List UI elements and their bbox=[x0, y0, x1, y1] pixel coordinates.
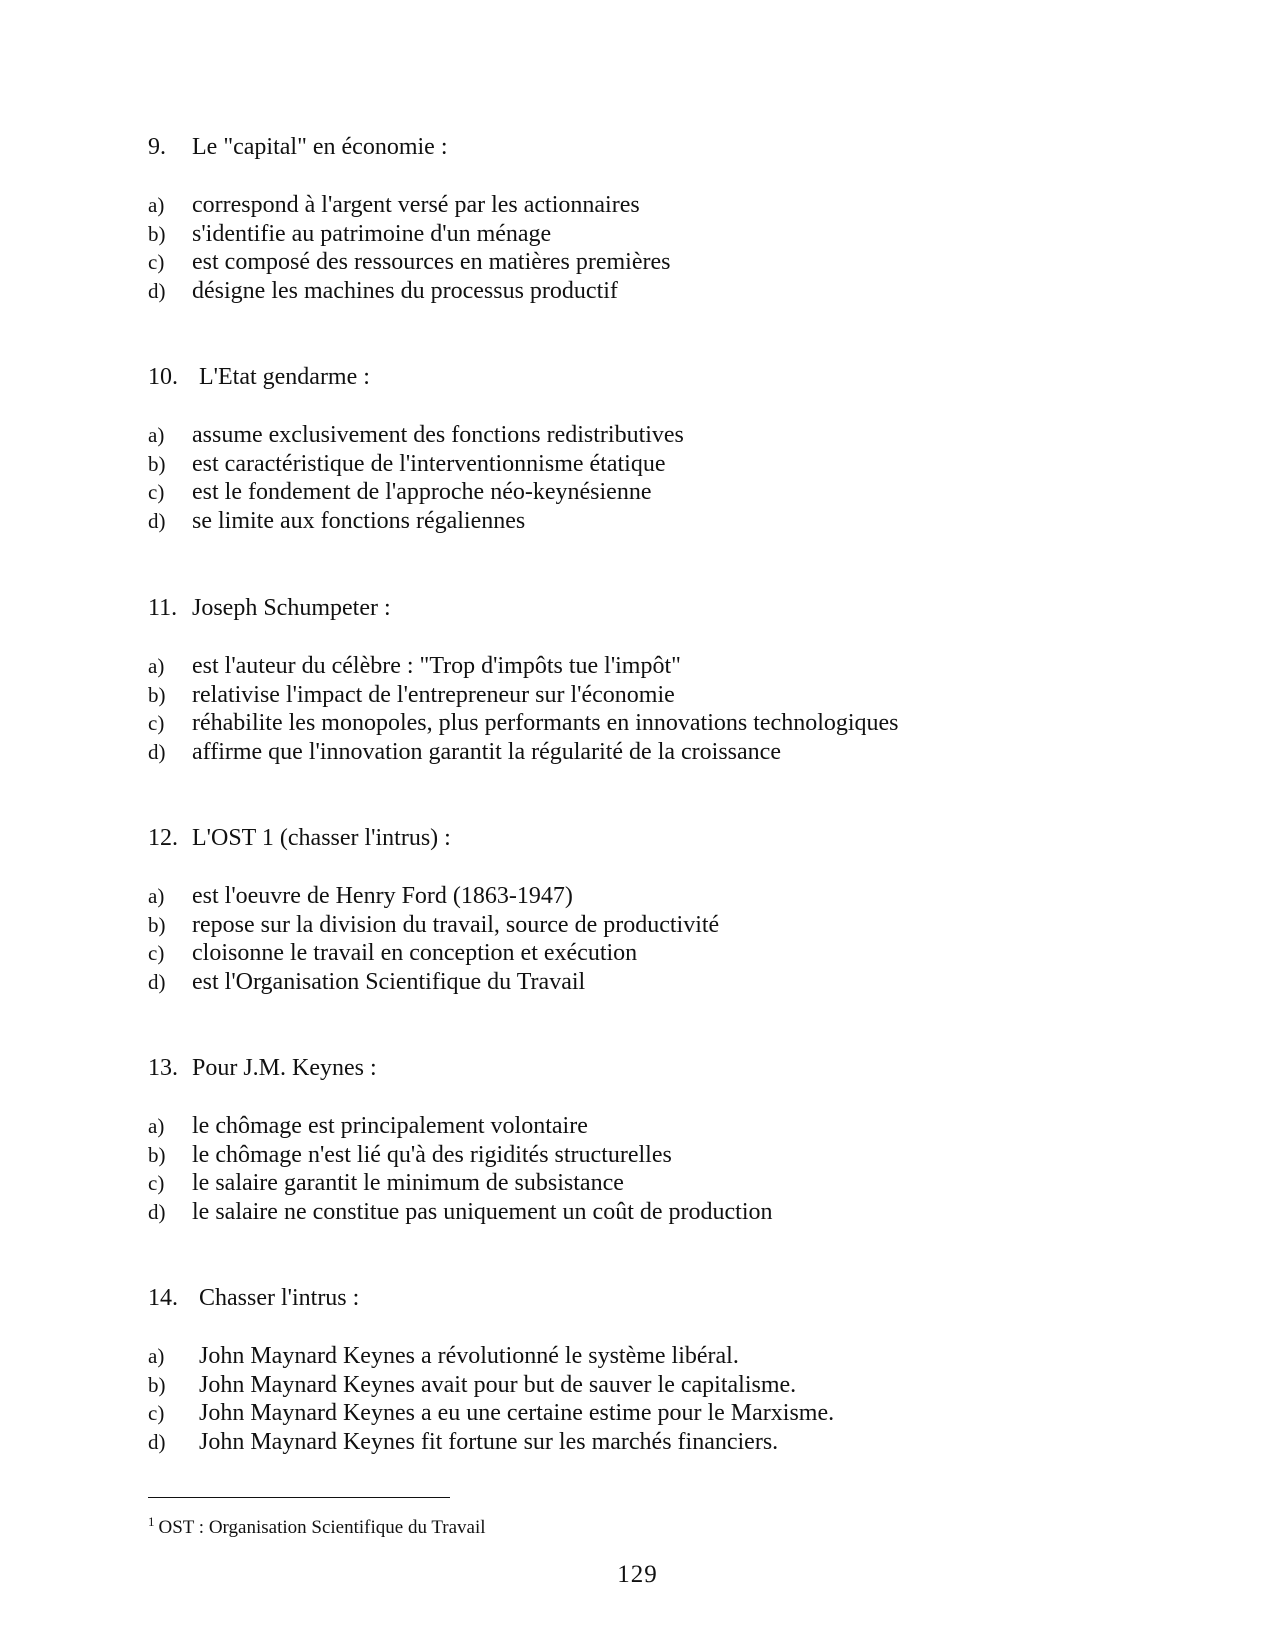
option-text: réhabilite les monopoles, plus performants en innovations technologiques bbox=[192, 710, 899, 736]
question-heading bbox=[148, 1054, 1148, 1082]
question-number: 11. bbox=[148, 595, 178, 621]
option-letter: b) bbox=[148, 912, 166, 937]
option-text: John Maynard Keynes a révolutionné le système libéral. bbox=[199, 1343, 739, 1369]
option-d bbox=[148, 1428, 1148, 1457]
option-text: repose sur la division du travail, source de productivité bbox=[192, 911, 720, 938]
option-d bbox=[148, 1198, 1148, 1227]
option-a bbox=[148, 882, 1148, 911]
option-letter: c) bbox=[148, 1171, 165, 1195]
question-text: Chasser l'intrus : bbox=[199, 1285, 360, 1311]
question-number: 9. bbox=[148, 134, 166, 160]
option-letter: d) bbox=[148, 278, 166, 303]
option-text: le salaire garantit le minimum de subsistance bbox=[192, 1170, 624, 1196]
option-c bbox=[148, 709, 1148, 738]
option-letter: c) bbox=[148, 941, 165, 965]
option-letter: d) bbox=[148, 739, 166, 764]
question-10 bbox=[148, 363, 1148, 535]
option-a bbox=[148, 421, 1148, 450]
footnote bbox=[148, 1510, 486, 1540]
page-number: 129 bbox=[617, 1561, 658, 1588]
footnote-marker: 1 bbox=[148, 1514, 155, 1529]
option-list bbox=[148, 1342, 1148, 1456]
question-heading bbox=[148, 824, 1148, 852]
question-number: 12. bbox=[148, 825, 178, 851]
question-text: Le "capital" en économie : bbox=[192, 134, 448, 160]
option-letter: a) bbox=[148, 654, 165, 678]
option-a bbox=[148, 1112, 1148, 1141]
question-text: Pour J.M. Keynes : bbox=[192, 1055, 377, 1081]
option-letter: c) bbox=[148, 480, 165, 504]
option-letter: b) bbox=[148, 1372, 166, 1397]
option-letter: d) bbox=[148, 508, 166, 533]
question-heading bbox=[148, 594, 1148, 622]
question-number: 13. bbox=[148, 1055, 178, 1081]
option-letter: a) bbox=[148, 1344, 165, 1368]
option-d bbox=[148, 507, 1148, 536]
question-12 bbox=[148, 824, 1148, 996]
option-text: le salaire ne constitue pas uniquement un coût de production bbox=[192, 1198, 773, 1225]
option-list bbox=[148, 191, 1148, 305]
option-d bbox=[148, 968, 1148, 997]
option-b bbox=[148, 220, 1148, 249]
option-a bbox=[148, 1342, 1148, 1371]
option-text: cloisonne le travail en conception et exécution bbox=[192, 940, 638, 966]
question-heading bbox=[148, 1284, 1148, 1312]
option-d bbox=[148, 738, 1148, 767]
option-text: s'identifie au patrimoine d'un ménage bbox=[192, 220, 552, 247]
option-text: John Maynard Keynes fit fortune sur les marchés financiers. bbox=[199, 1428, 779, 1455]
option-letter: d) bbox=[148, 1199, 166, 1224]
option-text: est l'oeuvre de Henry Ford (1863-1947) bbox=[192, 883, 573, 909]
option-letter: a) bbox=[148, 884, 165, 908]
option-c bbox=[148, 1399, 1148, 1428]
option-list bbox=[148, 421, 1148, 535]
option-text: est caractéristique de l'interventionnisme étatique bbox=[192, 450, 666, 477]
option-text: correspond à l'argent versé par les actionnaires bbox=[192, 192, 640, 218]
option-letter: d) bbox=[148, 969, 166, 994]
option-a bbox=[148, 191, 1148, 220]
option-c bbox=[148, 1169, 1148, 1198]
option-letter: b) bbox=[148, 1142, 166, 1167]
option-text: John Maynard Keynes avait pour but de sauver le capitalisme. bbox=[199, 1371, 797, 1398]
option-letter: a) bbox=[148, 1114, 165, 1138]
option-c bbox=[148, 248, 1148, 277]
option-letter: b) bbox=[148, 682, 166, 707]
question-number: 10. bbox=[148, 364, 178, 390]
option-text: John Maynard Keynes a eu une certaine estime pour le Marxisme. bbox=[199, 1400, 835, 1426]
option-letter: a) bbox=[148, 423, 165, 447]
question-heading bbox=[148, 363, 1148, 391]
option-c bbox=[148, 939, 1148, 968]
option-letter: b) bbox=[148, 221, 166, 246]
option-letter: c) bbox=[148, 1401, 165, 1425]
question-text: L'Etat gendarme : bbox=[199, 364, 370, 390]
option-b bbox=[148, 1371, 1148, 1400]
option-text: est l'auteur du célèbre : "Trop d'impôts tue l'impôt" bbox=[192, 653, 681, 679]
question-9 bbox=[148, 133, 1148, 305]
option-text: le chômage n'est lié qu'à des rigidités structurelles bbox=[192, 1141, 672, 1168]
question-text: Joseph Schumpeter : bbox=[192, 595, 391, 621]
footnote-text: OST : Organisation Scientifique du Travail bbox=[158, 1517, 486, 1538]
option-text: est composé des ressources en matières premières bbox=[192, 249, 671, 275]
question-13 bbox=[148, 1054, 1148, 1226]
option-text: affirme que l'innovation garantit la régularité de la croissance bbox=[192, 738, 781, 765]
option-text: est l'Organisation Scientifique du Travail bbox=[192, 968, 586, 995]
option-b bbox=[148, 911, 1148, 940]
option-c bbox=[148, 478, 1148, 507]
question-heading bbox=[148, 133, 1148, 161]
option-a bbox=[148, 652, 1148, 681]
option-text: est le fondement de l'approche néo-keynésienne bbox=[192, 479, 652, 505]
option-text: désigne les machines du processus productif bbox=[192, 277, 618, 304]
option-letter: a) bbox=[148, 193, 165, 217]
option-b bbox=[148, 450, 1148, 479]
option-b bbox=[148, 681, 1148, 710]
question-number: 14. bbox=[148, 1285, 178, 1311]
option-d bbox=[148, 277, 1148, 306]
option-letter: d) bbox=[148, 1429, 166, 1454]
option-list bbox=[148, 882, 1148, 996]
option-b bbox=[148, 1141, 1148, 1170]
option-list bbox=[148, 652, 1148, 766]
question-11 bbox=[148, 594, 1148, 766]
question-text: L'OST 1 (chasser l'intrus) : bbox=[192, 825, 451, 851]
option-letter: b) bbox=[148, 451, 166, 476]
question-14 bbox=[148, 1284, 1148, 1456]
footnote-separator bbox=[148, 1497, 450, 1498]
option-letter: c) bbox=[148, 250, 165, 274]
option-letter: c) bbox=[148, 711, 165, 735]
option-list bbox=[148, 1112, 1148, 1226]
option-text: assume exclusivement des fonctions redistributives bbox=[192, 422, 684, 448]
option-text: se limite aux fonctions régaliennes bbox=[192, 507, 526, 534]
option-text: le chômage est principalement volontaire bbox=[192, 1113, 588, 1139]
option-text: relativise l'impact de l'entrepreneur sur l'économie bbox=[192, 681, 675, 708]
